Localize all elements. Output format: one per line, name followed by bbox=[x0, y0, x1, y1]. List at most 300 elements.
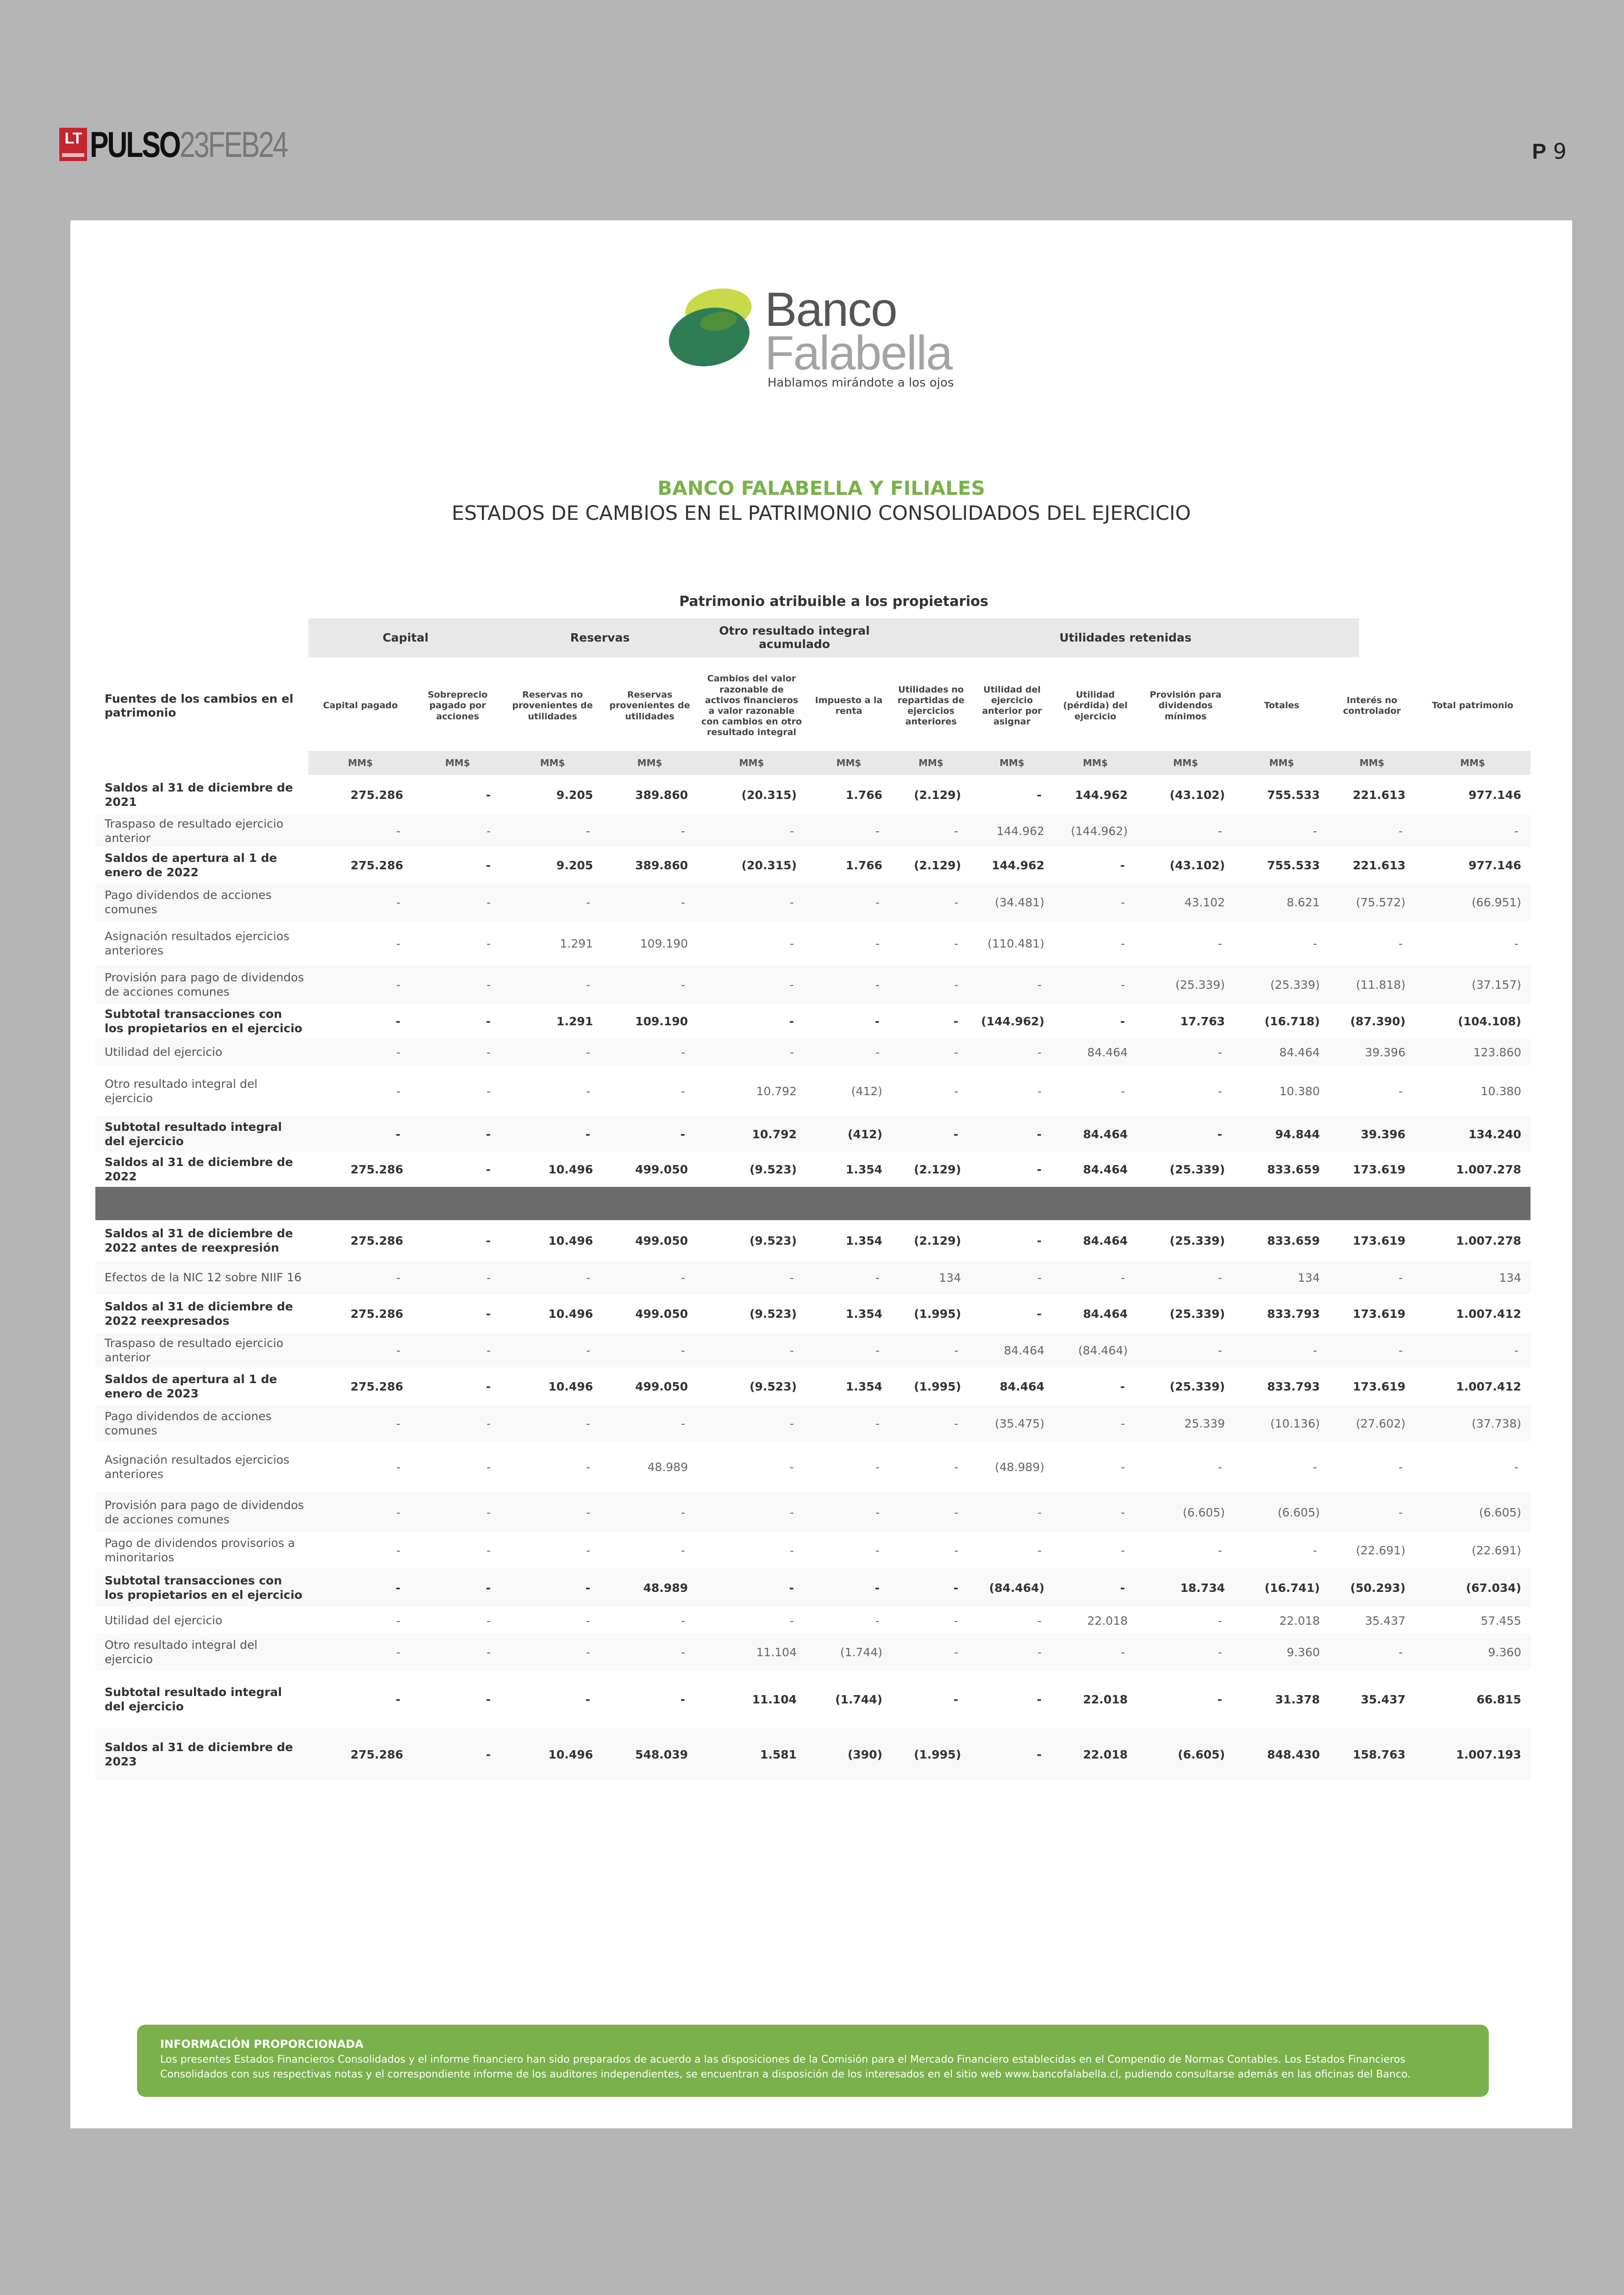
table-cell: - bbox=[970, 1116, 1054, 1152]
column-header: Capital pagado bbox=[323, 700, 398, 711]
table-cell: 84.464 bbox=[1083, 1307, 1128, 1321]
table-cell: - bbox=[1234, 815, 1329, 847]
table-cell: - bbox=[602, 815, 697, 847]
row-label: Provisión para pago de dividendos de acciones comunes bbox=[95, 966, 308, 1004]
table-row bbox=[95, 775, 1530, 815]
table-cell: - bbox=[1218, 1614, 1222, 1628]
table-cell: - bbox=[789, 936, 794, 950]
table-cell: (2.129) bbox=[914, 788, 961, 802]
table-cell: - bbox=[486, 858, 491, 872]
table-cell: - bbox=[308, 1634, 412, 1670]
table-cell: - bbox=[602, 1634, 697, 1670]
unit-cell-blank bbox=[95, 751, 308, 775]
table-cell: - bbox=[681, 1543, 685, 1557]
table-cell: 84.464 bbox=[999, 1379, 1044, 1393]
table-cell: - bbox=[602, 1039, 697, 1066]
table-cell: 10.496 bbox=[548, 1162, 593, 1176]
table-cell: 22.018 bbox=[1054, 1728, 1137, 1780]
table-cell: (66.951) bbox=[1415, 883, 1530, 921]
table-cell: - bbox=[806, 1492, 892, 1532]
table-cell: (25.339) bbox=[1169, 1162, 1225, 1176]
table-cell: - bbox=[681, 1084, 685, 1098]
row-label: Otro resultado integral del ejercicio bbox=[105, 1077, 258, 1105]
table-cell: - bbox=[602, 1333, 697, 1367]
masthead bbox=[59, 126, 343, 163]
table-cell: - bbox=[412, 966, 503, 1004]
table-cell: - bbox=[806, 1261, 892, 1294]
table-cell: - bbox=[874, 1014, 880, 1028]
table-cell: - bbox=[789, 1014, 794, 1028]
table-cell: (20.315) bbox=[741, 788, 797, 802]
table-cell: - bbox=[1218, 1460, 1222, 1474]
table-row bbox=[95, 1492, 1530, 1532]
table-cell: - bbox=[1120, 936, 1125, 950]
table-cell: - bbox=[503, 1492, 602, 1532]
table-cell: - bbox=[1037, 1084, 1042, 1098]
table-cell: - bbox=[396, 1460, 400, 1474]
table-cell: - bbox=[875, 1543, 880, 1557]
table-cell: 1.581 bbox=[697, 1728, 806, 1780]
table-cell: (9.523) bbox=[750, 1307, 797, 1321]
table-cell: - bbox=[486, 1162, 491, 1176]
table-cell: - bbox=[308, 1261, 412, 1294]
table-cell: 123.860 bbox=[1415, 1039, 1530, 1066]
table-cell: - bbox=[1329, 1492, 1415, 1532]
table-cell: - bbox=[1120, 1084, 1125, 1098]
table-cell: - bbox=[602, 883, 697, 921]
table-cell: - bbox=[486, 1084, 491, 1098]
table-cell: - bbox=[1120, 1460, 1125, 1474]
table-cell: - bbox=[308, 1492, 412, 1532]
column-header: Utilidad del ejercicio anterior por asignar bbox=[982, 684, 1042, 727]
lt-logo-text: LT bbox=[64, 130, 82, 147]
table-cell: - bbox=[970, 1261, 1054, 1294]
table-cell: 11.104 bbox=[752, 1692, 797, 1706]
table-cell: - bbox=[308, 815, 412, 847]
table-cell: 275.286 bbox=[308, 1728, 412, 1780]
lt-logo-bar bbox=[62, 153, 84, 157]
table-cell: 755.533 bbox=[1267, 788, 1320, 802]
table-cell: 1.007.278 bbox=[1456, 1234, 1521, 1247]
table-cell: 84.464 bbox=[970, 1333, 1054, 1367]
group-reservas: Reservas bbox=[503, 618, 697, 657]
table-cell: (37.157) bbox=[1415, 966, 1530, 1004]
table-cell: 39.396 bbox=[1329, 1116, 1415, 1152]
statement-title: ESTADOS DE CAMBIOS EN EL PATRIMONIO CONSOLIDADOS DEL EJERCICIO bbox=[451, 502, 1191, 525]
table-cell: - bbox=[1218, 1543, 1222, 1557]
table-cell: - bbox=[602, 1116, 697, 1152]
table-cell: (6.605) bbox=[1234, 1492, 1329, 1532]
unit-cell: MM$ bbox=[602, 751, 697, 775]
table-cell: 10.380 bbox=[1480, 1084, 1521, 1098]
page-number bbox=[1532, 139, 1567, 164]
table-cell: 977.146 bbox=[1468, 858, 1521, 872]
unit-cell: MM$ bbox=[806, 751, 892, 775]
logo-mark-icon bbox=[667, 282, 759, 375]
table-cell: - bbox=[892, 883, 970, 921]
table-cell: - bbox=[602, 1261, 697, 1294]
table-cell: - bbox=[503, 1405, 602, 1441]
table-cell: - bbox=[503, 1568, 602, 1607]
table-cell: 8.621 bbox=[1234, 883, 1329, 921]
table-cell: 134.240 bbox=[1415, 1116, 1530, 1152]
info-body: Los presentes Estados Financieros Consolidados y el informe financiero han sido preparados de acuerdo a las disposiciones de la Comisión para el Mercado Financiero establecidas en el Compendio de Normas Contables. Los Estados Financieros Consolidados con sus respectivas notas y el correspondiente informe de los auditores independientes, se encuentran a disposición de los interesados en el sitio web www.bancofalabella.cl, pudiendo consultarse además en las oficinas del Banco. bbox=[160, 2054, 1411, 2080]
table-cell: 499.050 bbox=[635, 1307, 688, 1321]
table-cell: 1.007.412 bbox=[1456, 1307, 1521, 1321]
column-header-row bbox=[95, 661, 1530, 751]
table-cell: - bbox=[1037, 788, 1042, 802]
table-cell: - bbox=[789, 1614, 794, 1628]
table-row bbox=[95, 1568, 1530, 1607]
table-cell: (104.108) bbox=[1458, 1014, 1521, 1028]
table-cell: - bbox=[412, 1634, 503, 1670]
table-cell: 57.455 bbox=[1480, 1614, 1521, 1628]
table-cell: (25.339) bbox=[1137, 966, 1234, 1004]
table-cell: 1.291 bbox=[556, 1014, 593, 1028]
section-separator-cell bbox=[95, 1187, 1530, 1220]
table-cell: - bbox=[1037, 1162, 1042, 1176]
table-cell: - bbox=[503, 883, 602, 921]
table-body-2022 bbox=[95, 775, 1530, 1187]
row-label: Saldos al 31 de diciembre de 2023 bbox=[95, 1728, 308, 1780]
table-cell: 17.763 bbox=[1180, 1014, 1225, 1028]
row-label: Pago dividendos de acciones comunes bbox=[95, 1405, 308, 1441]
table-cell: - bbox=[308, 883, 412, 921]
table-cell: - bbox=[806, 966, 892, 1004]
table-cell: - bbox=[892, 1568, 970, 1607]
table-cell: - bbox=[602, 966, 697, 1004]
table-cell: 1.766 bbox=[845, 788, 882, 802]
table-cell: (22.691) bbox=[1472, 1543, 1521, 1557]
table-cell: (1.995) bbox=[914, 1307, 961, 1321]
table-row bbox=[95, 1152, 1530, 1187]
table-cell: - bbox=[395, 1692, 400, 1706]
table-cell: - bbox=[697, 1261, 806, 1294]
table-cell: 499.050 bbox=[635, 1162, 688, 1176]
table-cell: 144.962 bbox=[1075, 788, 1128, 802]
table-cell: (67.034) bbox=[1415, 1568, 1530, 1607]
table-cell: 84.464 bbox=[1054, 1039, 1137, 1066]
table-cell: (6.605) bbox=[1137, 1492, 1234, 1532]
table-cell: - bbox=[308, 1333, 412, 1367]
table-cell: (9.523) bbox=[750, 1234, 797, 1247]
table-cell: 158.763 bbox=[1329, 1728, 1415, 1780]
table-cell: - bbox=[970, 1634, 1054, 1670]
table-cell: - bbox=[806, 1333, 892, 1367]
column-header: Sobreprecio pagado por acciones bbox=[427, 690, 488, 722]
table-cell: 275.286 bbox=[350, 1234, 403, 1247]
table-cell: - bbox=[1312, 1460, 1317, 1474]
table-cell: - bbox=[892, 1492, 970, 1532]
row-label: Subtotal transacciones con los propietarios en el ejercicio bbox=[95, 1568, 308, 1607]
row-label: Subtotal resultado integral del ejercicio bbox=[105, 1685, 282, 1713]
table-cell: - bbox=[875, 936, 880, 950]
table-cell: - bbox=[1137, 815, 1234, 847]
table-cell: - bbox=[970, 1492, 1054, 1532]
table-cell: - bbox=[1037, 1692, 1042, 1706]
column-header: Impuesto a la renta bbox=[815, 695, 883, 716]
table-cell: 173.619 bbox=[1353, 1234, 1405, 1247]
table-cell: - bbox=[1398, 1084, 1403, 1098]
table-cell: (84.464) bbox=[1054, 1333, 1137, 1367]
table-cell: (6.605) bbox=[1137, 1728, 1234, 1780]
table-cell: - bbox=[1398, 1460, 1403, 1474]
table-row bbox=[95, 1004, 1530, 1039]
table-cell: - bbox=[1054, 1405, 1137, 1441]
table-cell: (87.390) bbox=[1350, 1014, 1405, 1028]
table-cell: - bbox=[1329, 1261, 1415, 1294]
table-cell: (412) bbox=[806, 1116, 892, 1152]
table-cell: (48.989) bbox=[995, 1460, 1044, 1474]
table-row bbox=[95, 1039, 1530, 1066]
table-cell: - bbox=[875, 1614, 880, 1628]
table-cell: - bbox=[503, 1333, 602, 1367]
table-cell: 173.619 bbox=[1353, 1307, 1405, 1321]
table-cell: - bbox=[1037, 1543, 1042, 1557]
table-cell: - bbox=[1415, 1333, 1530, 1367]
table-cell: - bbox=[680, 1692, 685, 1706]
page-number-value: 9 bbox=[1553, 139, 1567, 164]
table-cell: - bbox=[697, 966, 806, 1004]
table-cell: (110.481) bbox=[987, 936, 1044, 950]
table-cell: 144.962 bbox=[992, 858, 1044, 872]
table-cell: - bbox=[1120, 1379, 1125, 1393]
table-cell: - bbox=[412, 1039, 503, 1066]
row-label: Otro resultado integral del ejercicio bbox=[95, 1634, 308, 1670]
table-cell: - bbox=[412, 883, 503, 921]
table-cell: - bbox=[503, 1261, 602, 1294]
table-body-2023 bbox=[95, 1220, 1530, 1780]
table-cell: - bbox=[954, 936, 958, 950]
section-separator bbox=[95, 1187, 1530, 1220]
unit-cell: MM$ bbox=[892, 751, 970, 775]
table-cell: 10.792 bbox=[697, 1116, 806, 1152]
table-cell: - bbox=[1137, 1116, 1234, 1152]
table-row bbox=[95, 847, 1530, 883]
table-cell: - bbox=[602, 1492, 697, 1532]
group-capital: Capital bbox=[308, 618, 503, 657]
table-cell: 134 bbox=[1234, 1261, 1329, 1294]
table-cell: (2.129) bbox=[914, 1162, 961, 1176]
table-cell: 134 bbox=[892, 1261, 970, 1294]
table-cell: - bbox=[586, 1460, 590, 1474]
attribution-title: Patrimonio atribuible a los propietarios bbox=[679, 593, 988, 610]
table-cell: (34.481) bbox=[970, 883, 1054, 921]
table-cell: - bbox=[1137, 1261, 1234, 1294]
table-cell: - bbox=[396, 1084, 400, 1098]
table-row bbox=[95, 1634, 1530, 1670]
table-row bbox=[95, 1405, 1530, 1441]
table-row bbox=[95, 1441, 1530, 1492]
table-cell: - bbox=[308, 1568, 412, 1607]
table-cell: 10.496 bbox=[548, 1307, 593, 1321]
table-cell: (25.339) bbox=[1169, 1307, 1225, 1321]
table-cell: - bbox=[396, 936, 400, 950]
table-cell: (43.102) bbox=[1169, 788, 1225, 802]
table-cell: 1.354 bbox=[845, 1162, 882, 1176]
table-cell: 275.286 bbox=[350, 1307, 403, 1321]
table-cell: - bbox=[1312, 936, 1317, 950]
table-cell: - bbox=[1137, 1039, 1234, 1066]
row-label: Saldos al 31 de diciembre de 2022 bbox=[105, 1155, 293, 1183]
table-cell: - bbox=[1120, 858, 1125, 872]
table-cell: - bbox=[681, 1614, 685, 1628]
table-cell: (35.475) bbox=[970, 1405, 1054, 1441]
table-cell: - bbox=[892, 966, 970, 1004]
table-cell: 31.378 bbox=[1275, 1692, 1320, 1706]
table-cell: - bbox=[308, 1405, 412, 1441]
table-cell: - bbox=[486, 1614, 491, 1628]
table-cell: - bbox=[1137, 1634, 1234, 1670]
company-title: BANCO FALABELLA Y FILIALES bbox=[657, 477, 985, 499]
table-cell: - bbox=[503, 966, 602, 1004]
table-cell: - bbox=[1054, 1568, 1137, 1607]
table-cell: - bbox=[697, 1405, 806, 1441]
table-cell: - bbox=[1120, 1014, 1125, 1028]
table-row bbox=[95, 1333, 1530, 1367]
table-cell: 94.844 bbox=[1234, 1116, 1329, 1152]
table-cell: - bbox=[697, 1492, 806, 1532]
table-cell: - bbox=[1329, 815, 1415, 847]
table-cell: 977.146 bbox=[1468, 788, 1521, 802]
table-cell: 275.286 bbox=[350, 1162, 403, 1176]
edition-date: 23FEB24 bbox=[179, 124, 287, 165]
table-cell: - bbox=[586, 1614, 590, 1628]
table-cell: - bbox=[970, 1728, 1054, 1780]
unit-cell: MM$ bbox=[1234, 751, 1329, 775]
table-cell: 22.018 bbox=[1087, 1614, 1128, 1628]
table-cell: - bbox=[1312, 1543, 1317, 1557]
column-header: Reservas no provenientes de utilidades bbox=[512, 690, 593, 722]
table-cell: - bbox=[1218, 1084, 1222, 1098]
info-box bbox=[137, 2025, 1489, 2097]
table-cell: - bbox=[486, 1234, 491, 1247]
unit-cell: MM$ bbox=[503, 751, 602, 775]
table-cell: (9.523) bbox=[750, 1162, 797, 1176]
table-cell: 389.860 bbox=[635, 858, 688, 872]
table-cell: - bbox=[697, 1333, 806, 1367]
table-cell: 10.792 bbox=[756, 1084, 797, 1098]
table-cell: - bbox=[412, 1405, 503, 1441]
unit-cell: MM$ bbox=[1415, 751, 1530, 775]
table-cell: - bbox=[1037, 1234, 1042, 1247]
column-header: Utilidad (pérdida) del ejercicio bbox=[1063, 690, 1128, 722]
table-cell: 1.007.193 bbox=[1415, 1728, 1530, 1780]
table-cell: - bbox=[806, 883, 892, 921]
row-label: Pago dividendos de acciones comunes bbox=[95, 883, 308, 921]
table-cell: (144.962) bbox=[1054, 815, 1137, 847]
table-row bbox=[95, 883, 1530, 921]
table-cell: - bbox=[892, 1116, 970, 1152]
table-cell: - bbox=[1398, 936, 1403, 950]
table-row bbox=[95, 815, 1530, 847]
table-cell: - bbox=[789, 1460, 794, 1474]
table-cell: - bbox=[806, 1039, 892, 1066]
row-label: Saldos de apertura al 1 de enero de 2022 bbox=[105, 851, 277, 879]
table-cell: 25.339 bbox=[1137, 1405, 1234, 1441]
table-cell: - bbox=[585, 1692, 590, 1706]
unit-cell: MM$ bbox=[1137, 751, 1234, 775]
table-cell: - bbox=[697, 815, 806, 847]
table-cell: (75.572) bbox=[1329, 883, 1415, 921]
table-cell: 275.286 bbox=[350, 788, 403, 802]
table-cell: - bbox=[1234, 1333, 1329, 1367]
table-cell: - bbox=[308, 1116, 412, 1152]
table-cell: 499.050 bbox=[635, 1379, 688, 1393]
table-cell: - bbox=[970, 1039, 1054, 1066]
table-cell: 548.039 bbox=[602, 1728, 697, 1780]
table-cell: 221.613 bbox=[1353, 788, 1405, 802]
table-cell: - bbox=[1037, 1614, 1042, 1628]
column-header: Interés no controlador bbox=[1343, 695, 1401, 716]
table-cell: - bbox=[1120, 1543, 1125, 1557]
table-cell: - bbox=[953, 1014, 958, 1028]
logo-word-banco: Banco bbox=[765, 283, 897, 337]
table-cell: - bbox=[1329, 1333, 1415, 1367]
table-row bbox=[95, 1607, 1530, 1634]
table-cell: 9.205 bbox=[556, 788, 593, 802]
table-cell: - bbox=[412, 815, 503, 847]
table-cell: (84.464) bbox=[970, 1568, 1054, 1607]
group-ori: Otro resultado integral acumulado bbox=[697, 618, 892, 657]
column-header: Utilidades no repartidas de ejercicios anteriores bbox=[897, 684, 965, 727]
table-cell: - bbox=[412, 1568, 503, 1607]
table-cell: - bbox=[602, 1405, 697, 1441]
table-cell: - bbox=[1054, 883, 1137, 921]
table-cell: - bbox=[892, 1333, 970, 1367]
table-cell: - bbox=[954, 1543, 958, 1557]
table-cell: - bbox=[1054, 1634, 1137, 1670]
table-cell: - bbox=[806, 1405, 892, 1441]
table-cell: (2.129) bbox=[914, 1234, 961, 1247]
column-header: Totales bbox=[1264, 700, 1299, 711]
table-cell: (16.741) bbox=[1234, 1568, 1329, 1607]
table-cell: 833.793 bbox=[1267, 1307, 1320, 1321]
pulso-name: PULSO bbox=[90, 124, 180, 165]
table-cell: 10.380 bbox=[1279, 1084, 1320, 1098]
column-header: Provisión para dividendos mínimos bbox=[1149, 690, 1222, 722]
table-cell: - bbox=[503, 1634, 602, 1670]
table-cell: 833.659 bbox=[1267, 1234, 1320, 1247]
row-label: Saldos al 31 de diciembre de 2022 antes de reexpresión bbox=[105, 1226, 293, 1254]
table-cell: - bbox=[586, 1543, 590, 1557]
table-cell: 43.102 bbox=[1137, 883, 1234, 921]
table-cell: - bbox=[806, 815, 892, 847]
table-cell: 275.286 bbox=[350, 858, 403, 872]
table-cell: 1.766 bbox=[845, 858, 882, 872]
table-cell: - bbox=[486, 1379, 491, 1393]
table-cell: (25.339) bbox=[1169, 1379, 1225, 1393]
row-label: Asignación resultados ejercicios anteriores bbox=[105, 929, 290, 957]
table-cell: 48.989 bbox=[602, 1568, 697, 1607]
table-cell: 22.018 bbox=[1279, 1614, 1320, 1628]
table-cell: - bbox=[697, 883, 806, 921]
table-cell: (43.102) bbox=[1169, 858, 1225, 872]
table-cell: - bbox=[697, 1039, 806, 1066]
table-cell: 9.360 bbox=[1234, 1634, 1329, 1670]
table-cell: - bbox=[308, 966, 412, 1004]
table-cell: 39.396 bbox=[1329, 1039, 1415, 1066]
table-cell: - bbox=[412, 1116, 503, 1152]
table-cell: - bbox=[486, 1307, 491, 1321]
table-cell: - bbox=[412, 1261, 503, 1294]
info-heading: INFORMACIÓN PROPORCIONADA bbox=[160, 2038, 364, 2051]
table-cell: - bbox=[308, 1039, 412, 1066]
table-row bbox=[95, 1294, 1530, 1333]
table-cell: - bbox=[892, 1039, 970, 1066]
table-cell: - bbox=[875, 1460, 880, 1474]
row-label: Saldos de apertura al 1 de enero de 2023 bbox=[105, 1372, 277, 1400]
